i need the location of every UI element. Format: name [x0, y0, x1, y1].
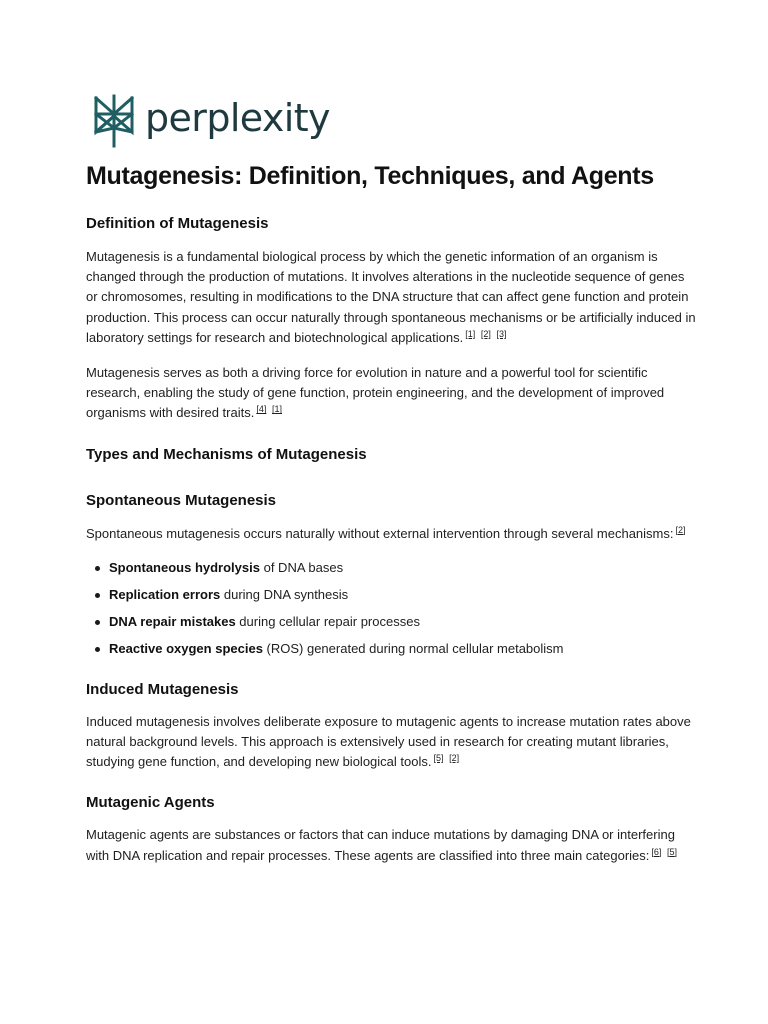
citation-link[interactable]: [2]	[480, 328, 491, 339]
definition-paragraph-1-text: Mutagenesis is a fundamental biological process by which the genetic information of an organism is changed through the production of mutations. It involves alterations in the nucleotide sequence of genes or chromosomes, resulting in modifications to the DNA structure that can affect gene function and protein production. This process can occur naturally through spontaneous mechanisms or be artificially induced in laboratory settings for research and biotechnological applications.	[86, 249, 696, 345]
heading-spontaneous: Spontaneous Mutagenesis	[86, 491, 277, 509]
list-item	[109, 639, 696, 659]
heading-induced: Induced Mutagenesis	[86, 680, 239, 698]
list-item	[109, 585, 696, 605]
definition-paragraph-2	[86, 363, 696, 424]
induced-paragraph	[86, 712, 696, 773]
citation-link[interactable]: [1]	[465, 328, 476, 339]
spontaneous-mechanisms-list	[86, 558, 696, 659]
list-item-text: during DNA synthesis	[220, 586, 349, 602]
document-body	[86, 158, 696, 866]
brand-name: perplexity	[145, 96, 330, 140]
citation-link[interactable]: [5]	[667, 846, 678, 857]
brand-logo	[92, 92, 330, 150]
spontaneous-intro-text: Spontaneous mutagenesis occurs naturally without external intervention through several mechanisms:	[86, 525, 674, 541]
perplexity-logo-icon	[92, 94, 136, 148]
citation-link[interactable]: [5]	[433, 753, 444, 764]
citation-link[interactable]: [2]	[449, 753, 460, 764]
citation-link[interactable]: [1]	[271, 404, 282, 415]
citation-link[interactable]: [3]	[496, 328, 507, 339]
list-item-bold: DNA repair mistakes	[109, 613, 236, 629]
list-item-text: during cellular repair processes	[235, 613, 420, 629]
citation-link[interactable]: [6]	[651, 846, 662, 857]
citation-link[interactable]: [4]	[256, 404, 267, 415]
list-item	[109, 612, 696, 632]
definition-paragraph-1	[86, 247, 696, 348]
page-title: Mutagenesis: Definition, Techniques, and Agents	[86, 162, 654, 190]
citation-link[interactable]: [2]	[675, 524, 686, 535]
agents-paragraph-text: Mutagenic agents are substances or factors that can induce mutations by damaging DNA or interfering with DNA replication and repair processes. These agents are classified into three main categories:	[86, 827, 675, 863]
list-item-text: of DNA bases	[259, 559, 344, 575]
heading-types: Types and Mechanisms of Mutagenesis	[86, 445, 367, 463]
list-item	[109, 558, 696, 578]
spontaneous-intro	[86, 524, 696, 544]
list-item-bold: Replication errors	[109, 586, 221, 602]
list-item-bold: Reactive oxygen species	[109, 640, 263, 656]
agents-paragraph	[86, 825, 696, 865]
induced-paragraph-text: Induced mutagenesis involves deliberate exposure to mutagenic agents to increase mutation rates above natural background levels. This approach is extensively used in research for creating mutant libraries, studying gene function, and developing new biological tools.	[86, 713, 691, 770]
list-item-bold: Spontaneous hydrolysis	[109, 559, 260, 575]
heading-definition: Definition of Mutagenesis	[86, 215, 269, 232]
definition-paragraph-2-text: Mutagenesis serves as both a driving force for evolution in nature and a powerful tool for scientific research, enabling the study of gene function, protein engineering, and the development of improved organisms with desired traits.	[86, 365, 665, 421]
list-item-text: (ROS) generated during normal cellular metabolism	[262, 640, 564, 656]
heading-agents: Mutagenic Agents	[86, 794, 215, 812]
